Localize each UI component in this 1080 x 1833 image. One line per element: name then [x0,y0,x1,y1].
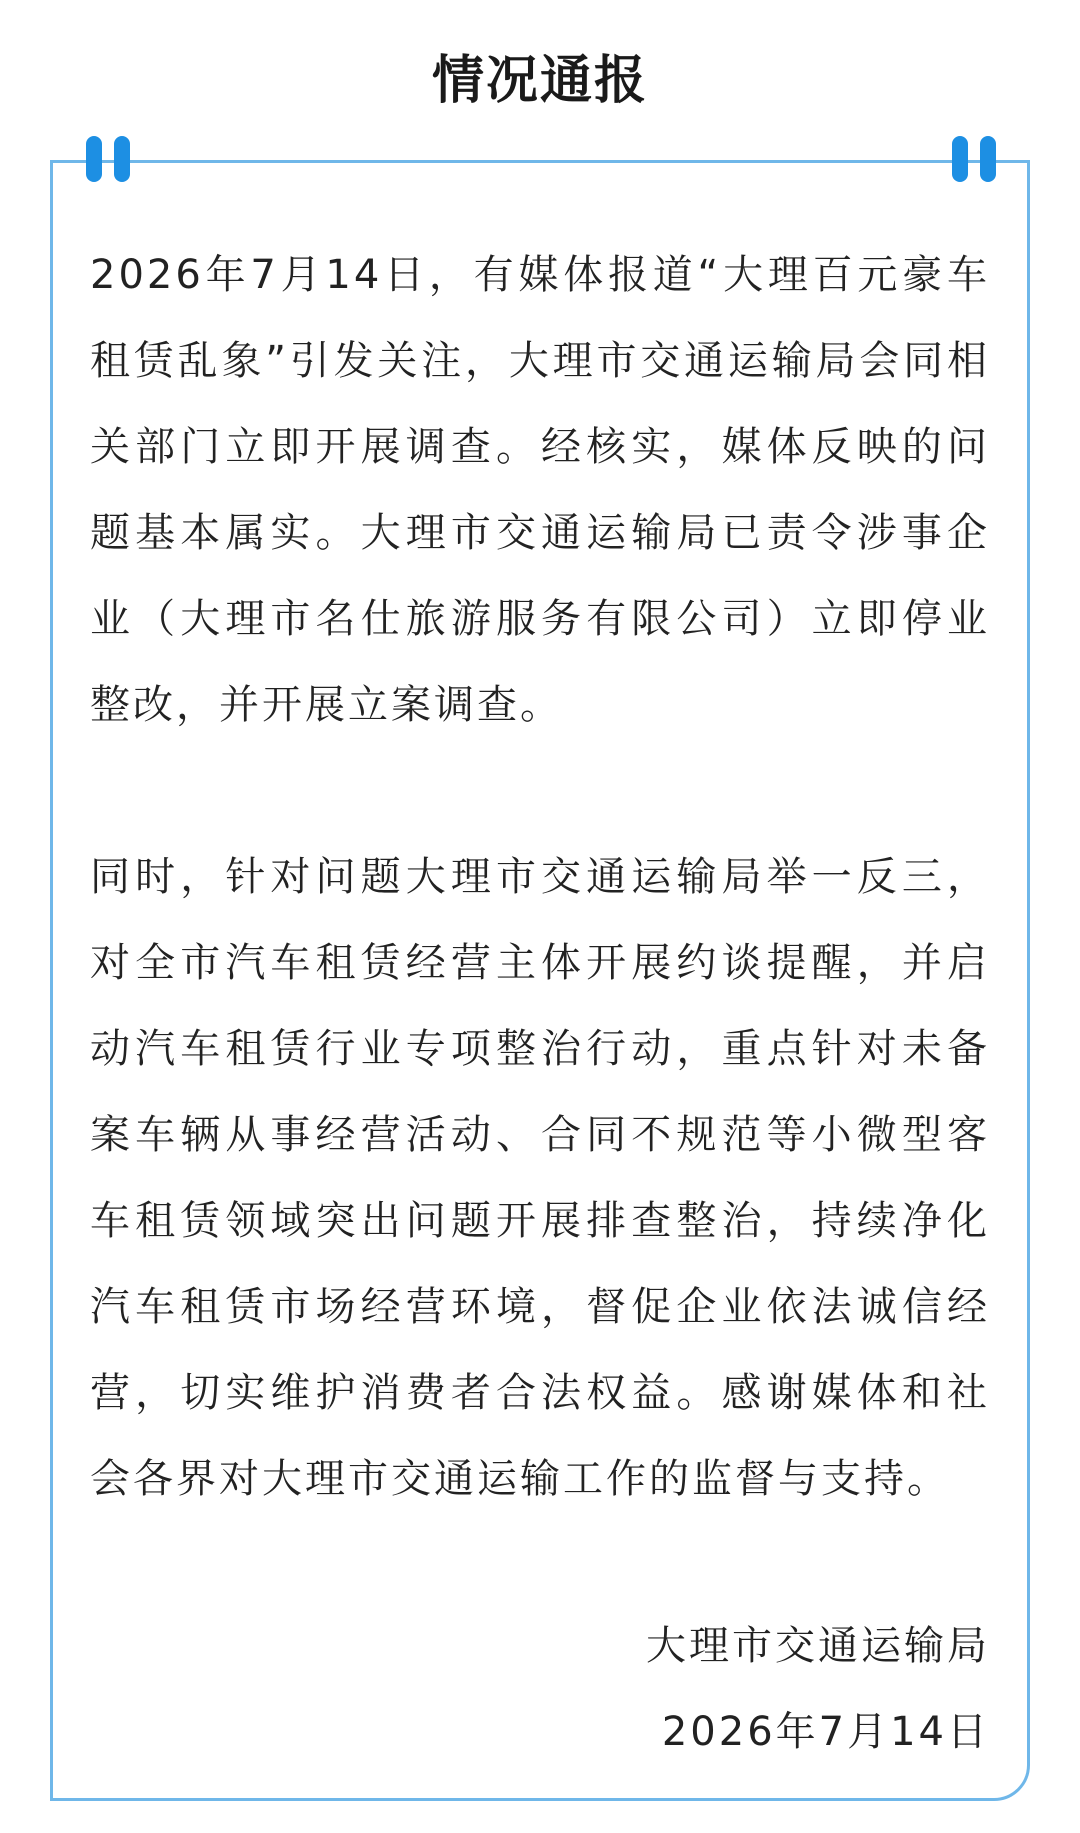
frame-tab-left-2 [114,136,130,182]
frame-tab-right-2 [980,136,996,182]
frame-tab-right-1 [952,136,968,182]
notice-paragraph-2: 同时，针对问题大理市交通运输局举一反三，对全市汽车租赁经营主体开展约谈提醒，并启动汽车租赁行业专项整治行动，重点针对未备案车辆从事经营活动、合同不规范等小微型客车租赁领域突出问题开展排查整治，持续净化汽车租赁市场经营环境，督促企业依法诚信经营，切实维护消费者合法权益。感谢媒体和社会各界对大理市交通运输工作的监督与支持。 [90,854,990,1502]
notice-body [90,232,990,1522]
frame-tab-left-1 [86,136,102,182]
notice-signature: 大理市交通运输局 [646,1623,990,1669]
notice-date: 2026年7月14日 [661,1709,990,1755]
notice-paragraph-1: 2026年7月14日，有媒体报道“大理百元豪车租赁乱象”引发关注，大理市交通运输局会同相关部门立即开展调查。经核实，媒体反映的问题基本属实。大理市交通运输局已责令涉事企业（大理市名仕旅游服务有限公司）立即停业整改，并开展立案调查。 [90,252,990,728]
notice-title: 情况通报 [431,51,648,111]
